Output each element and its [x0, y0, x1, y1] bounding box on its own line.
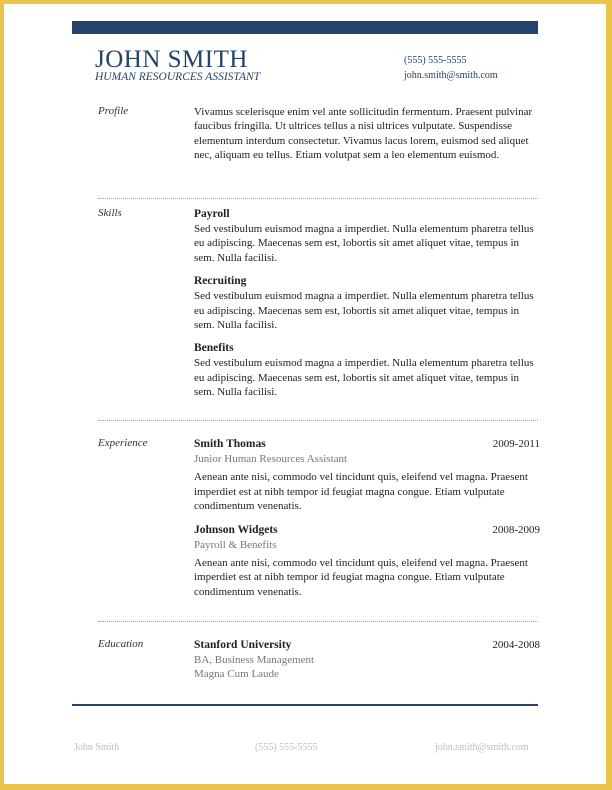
experience-position: Payroll & Benefits — [194, 538, 277, 551]
experience-body — [194, 437, 540, 608]
skill-item — [194, 341, 540, 399]
skill-title: Payroll — [194, 208, 230, 220]
skill-item — [194, 207, 540, 265]
education-honors: Magna Cum Laude — [194, 668, 279, 681]
profile-text: Vivamus scelerisque enim vel ante sollicitudin fermentum. Praesent pulvinar faucibus fringilla. Ut ultrices tellus a nisi ultrices vulputate. Suspendisse elementum interdum consectetur. Vivamus lacus lorem, euismod sed aliquet nec, aliquam eu tellus. Etiam volutpat sem a leo elementum euismod. — [194, 106, 533, 162]
footer-name: John Smith — [74, 742, 120, 753]
experience-header — [194, 523, 540, 538]
experience-dates: 2009-2011 — [492, 438, 540, 450]
profile-body — [194, 105, 540, 163]
candidate-name: JOHN SMITH — [95, 46, 248, 73]
experience-text: Aenean ante nisi, commodo vel tincidunt quis, eleifend vel magna. Praesent imperdiet est at nibh tempor id feugiat magna congue. Etiam vulputate condimentum venenatis. — [194, 471, 528, 513]
contact-email: john.smith@smith.com — [404, 70, 498, 81]
footer-phone: (555) 555-5555 — [255, 742, 318, 753]
education-dates: 2004-2008 — [492, 639, 540, 651]
footer-accent-bar — [72, 704, 538, 706]
experience-header — [194, 437, 540, 452]
education-header — [194, 638, 540, 653]
experience-dates: 2008-2009 — [492, 523, 540, 536]
skill-item — [194, 274, 540, 332]
experience-company: Smith Thomas — [194, 438, 266, 450]
skill-text: Sed vestibulum euismod magna a imperdiet. Nulla elementum pharetra tellus eu adipiscing. Maecenas sem est, lobortis sit amet aliquet vitae, tempus in sem. Nulla facilisi. — [194, 223, 534, 264]
experience-position: Junior Human Resources Assistant — [194, 453, 348, 465]
education-school: Stanford University — [194, 639, 292, 651]
education-degree: BA, Business Management — [194, 654, 315, 666]
skill-title: Benefits — [194, 342, 234, 355]
candidate-role: HUMAN RESOURCES ASSISTANT — [95, 71, 261, 83]
skill-title: Recruiting — [194, 275, 247, 288]
section-divider — [98, 621, 538, 622]
resume-page — [4, 4, 606, 784]
contact-phone: (555) 555-5555 — [404, 55, 467, 66]
section-divider — [98, 420, 538, 421]
section-divider — [98, 198, 538, 199]
section-label-skills: Skills — [98, 207, 122, 219]
experience-item — [194, 437, 540, 514]
section-label-profile: Profile — [98, 105, 129, 117]
experience-item — [194, 523, 540, 600]
skill-text: Sed vestibulum euismod magna a imperdiet. Nulla elementum pharetra tellus eu adipiscing. Maecenas sem est, lobortis sit amet aliquet vitae, tempus in sem. Nulla facilisi. — [194, 290, 534, 332]
header-accent-bar — [72, 21, 538, 34]
section-label-education: Education — [98, 638, 144, 650]
skill-text: Sed vestibulum euismod magna a imperdiet. Nulla elementum pharetra tellus eu adipiscing. Maecenas sem est, lobortis sit amet aliquet vitae, tempus in sem. Nulla facilisi. — [194, 357, 534, 399]
experience-company: Johnson Widgets — [194, 523, 278, 536]
experience-text: Aenean ante nisi, commodo vel tincidunt quis, eleifend vel magna. Praesent imperdiet est at nibh tempor id feugiat magna congue. Etiam vulputate condimentum venenatis. — [194, 557, 528, 598]
contact-block — [404, 53, 498, 83]
skills-body — [194, 207, 540, 409]
section-label-experience: Experience — [98, 437, 148, 449]
footer-email: john.smith@smith.com — [435, 742, 529, 753]
education-body — [194, 638, 540, 682]
